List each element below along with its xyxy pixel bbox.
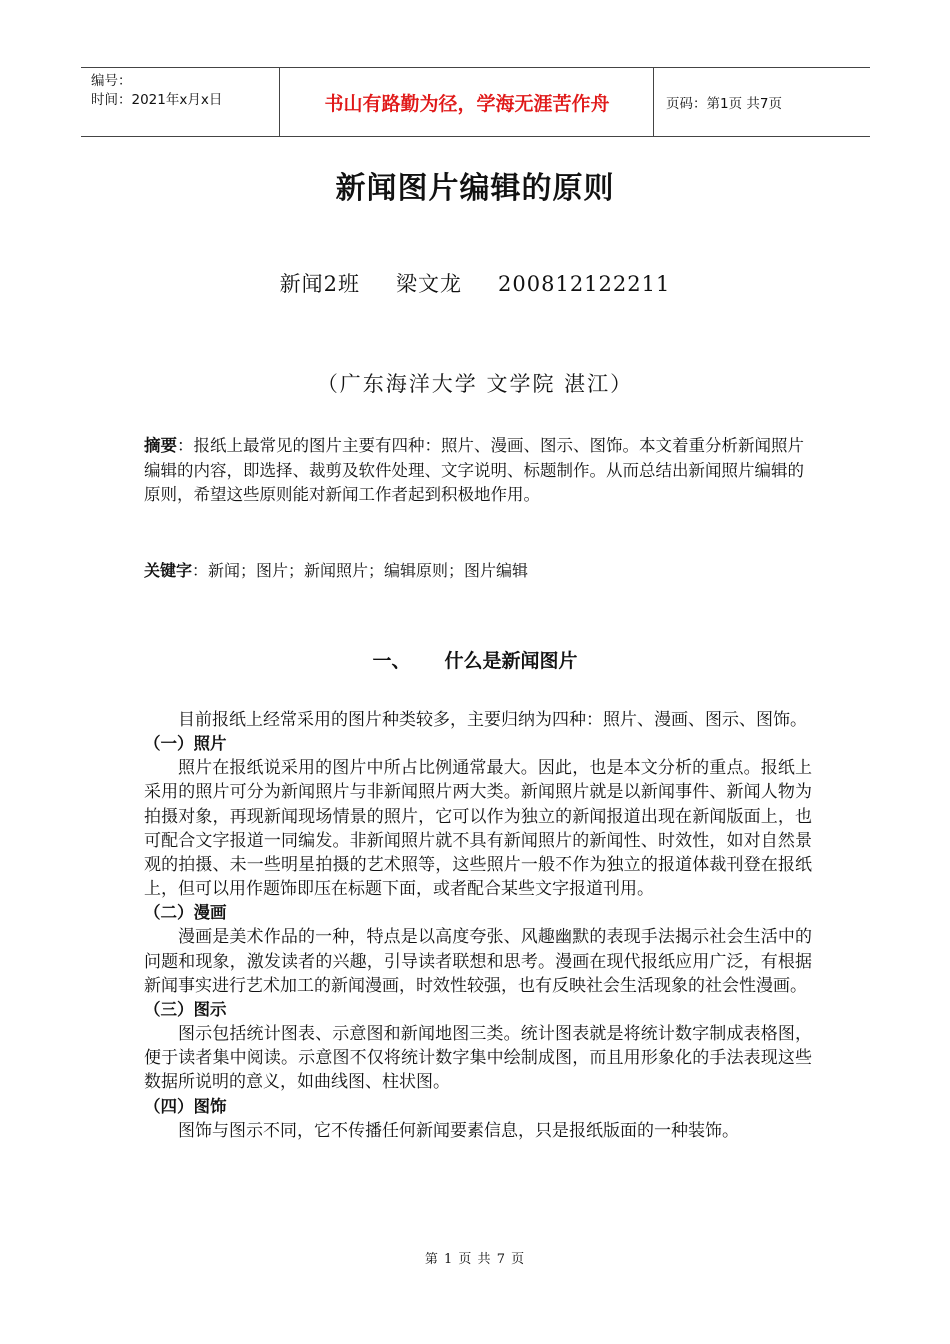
subheading-diagrams: （三）图示 — [144, 1000, 227, 1020]
subheading-photos: （一）照片 — [144, 734, 227, 754]
author-name: 梁文龙 — [396, 272, 463, 296]
author-class: 新闻2班 — [279, 272, 361, 296]
keywords — [144, 558, 812, 583]
keywords-label: 关键字 — [144, 561, 193, 580]
page-footer: 第 1 页 共 7 页 — [424, 1252, 526, 1267]
header-motto: 书山有路勤为径，学海无涯苦作舟 — [281, 68, 654, 136]
section-number: 一、 — [372, 650, 411, 672]
paragraph-decorations: 图饰与图示不同，它不传播任何新闻要素信息，只是报纸版面的一种装饰。 — [178, 1120, 739, 1141]
abstract-label: 摘要 — [144, 436, 177, 455]
section-title: 什么是新闻图片 — [444, 650, 578, 672]
affiliation: （广东海洋大学 文学院 湛江） — [316, 372, 634, 396]
paragraph-photos: 照片在报纸说采用的图片中所占比例通常最大。因此，也是本文分析的重点。报纸上采用的照片可分为新闻照片与非新闻照片两大类。新闻照片就是以新闻事件、新闻人物为拍摄对象，再现新闻现场情景的照片，它可以作为独立的新闻报道出现在新闻版面上，也可配合文字报道一同编发。非新闻照片就不具有新闻照片的新闻性、时效性，如对自然景观的拍摄、未一些明星拍摄的艺术照等，这些照片一般不作为独立的报道体裁刊登在报纸上，但可以用作题饰即压在标题下面，或者配合某些文字报道刊用。 — [144, 758, 812, 900]
header-number-label: 编号： — [91, 73, 132, 89]
abstract — [144, 434, 812, 508]
document-title: 新闻图片编辑的原则 — [335, 171, 615, 206]
subheading-decorations: （四）图饰 — [144, 1096, 227, 1116]
paragraph-diagrams: 图示包括统计图表、示意图和新闻地图三类。统计图表就是将统计数字制成表格图，便于读者集中阅读。示意图不仅将统计数字集中绘制成图，而且用形象化的手法表现这些数据所说明的意义，如曲线图、柱状图。 — [144, 1024, 812, 1093]
body-text — [144, 708, 812, 1143]
intro-paragraph: 目前报纸上经常采用的图片种类较多，主要归纳为四种：照片、漫画、图示、图饰。 — [178, 710, 807, 730]
subheading-comics: （二）漫画 — [144, 903, 227, 923]
abstract-text: ：报纸上最常见的图片主要有四种：照片、漫画、图示、图饰。本文着重分析新闻照片编辑的内容，即选择、裁剪及软件处理、文字说明、标题制作。从而总结出新闻照片编辑的原则，希望这些原则能对新闻工作者起到积极地作用。 — [144, 436, 804, 504]
header-meta — [81, 68, 280, 136]
header-page-info: 页码：第1页 共7页 — [666, 96, 782, 112]
keywords-text: ：新闻；图片；新闻照片；编辑原则；图片编辑 — [192, 561, 529, 580]
author-id: 200812122211 — [498, 272, 671, 296]
page-header — [81, 67, 870, 137]
author-line — [0, 268, 950, 298]
paragraph-comics: 漫画是美术作品的一种，特点是以高度夸张、风趣幽默的表现手法揭示社会生活中的问题和现象，激发读者的兴趣，引导读者联想和思考。漫画在现代报纸应用广泛，有根据新闻事实进行艺术加工的新闻漫画，时效性较强，也有反映社会生活现象的社会性漫画。 — [144, 927, 812, 996]
header-date: 时间：2021年x月x日 — [91, 92, 223, 108]
section-heading — [0, 646, 950, 673]
